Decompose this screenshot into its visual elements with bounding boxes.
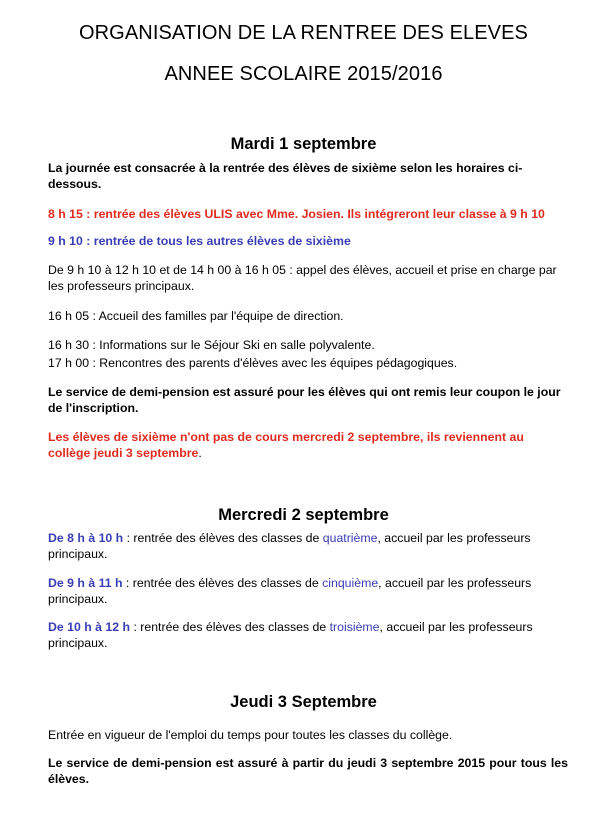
mardi-sixieme: 9 h 10 : rentrée de tous les autres élèves de sixième: [48, 234, 351, 248]
mercredi-item: [48, 619, 568, 651]
mercredi-item-time: De 9 h à 11 h: [48, 576, 123, 590]
mercredi-item-level: cinquième: [322, 576, 379, 590]
mercredi-item-time: De 10 h à 12 h: [48, 620, 131, 634]
mardi-demi-pension: Le service de demi-pension est assuré pour les élèves qui ont remis leur coupon le jour de l'inscription.: [48, 385, 561, 415]
mercredi-item-level: quatrième: [322, 531, 378, 545]
mardi-rencontres: 17 h 00 : Rencontres des parents d'élèves avec les équipes pédagogiques.: [48, 356, 458, 370]
mercredi-item-pre: : rentrée des élèves des classes de: [130, 620, 330, 634]
mercredi-item-post: , accueil par les professeurs principaux.: [48, 576, 532, 606]
mercredi-item-time: De 8 h à 10 h: [48, 531, 124, 545]
mercredi-item: [48, 575, 568, 607]
mercredi-item-pre: : rentrée des élèves des classes de: [123, 531, 323, 545]
mardi-intro: La journée est consacrée à la rentrée des élèves de sixième selon les horaires ci-dessous.: [48, 161, 523, 191]
mercredi-item-level: troisième: [329, 620, 380, 634]
mercredi-item-post: , accueil par les professeurs principaux.: [48, 531, 531, 561]
heading-jeudi: Jeudi 3 Septembre: [230, 693, 377, 711]
jeudi-emploi: Entrée en vigueur de l'emploi du temps pour toutes les classes du collège.: [48, 728, 453, 742]
mercredi-item: [48, 530, 568, 562]
pas-de-cours-text: Les élèves de sixième n'ont pas de cours mercredi 2 septembre, ils reviennent au collège jeudi 3 septembre: [48, 430, 524, 460]
pas-de-cours-end: .: [198, 446, 202, 460]
school-year-title: ANNEE SCOLAIRE 2015/2016: [164, 63, 443, 85]
mardi-ski: 16 h 30 : Informations sur le Séjour Ski en salle polyvalente.: [48, 338, 375, 352]
jeudi-demi-pension: Le service de demi-pension est assuré à partir du jeudi 3 septembre 2015 pour tous les élèves.: [48, 756, 568, 786]
heading-mardi: Mardi 1 septembre: [230, 135, 377, 153]
mercredi-item-post: , accueil par les professeurs principaux.: [48, 620, 533, 650]
mardi-accueil: 16 h 05 : Accueil des familles par l'équipe de direction.: [48, 309, 344, 323]
document-title: ORGANISATION DE LA RENTREE DES ELEVES: [78, 22, 528, 44]
mardi-ulis: 8 h 15 : rentrée des élèves ULIS avec Mme. Josien. Ils intégreront leur classe à 9 h 10: [48, 207, 545, 221]
mardi-appel: De 9 h 10 à 12 h 10 et de 14 h 00 à 16 h 05 : appel des élèves, accueil et prise en charge par les professeurs principaux.: [48, 263, 557, 293]
heading-mercredi: Mercredi 2 septembre: [218, 506, 389, 524]
mardi-pas-de-cours: [48, 429, 568, 461]
mercredi-item-pre: : rentrée des élèves des classes de: [122, 576, 323, 590]
